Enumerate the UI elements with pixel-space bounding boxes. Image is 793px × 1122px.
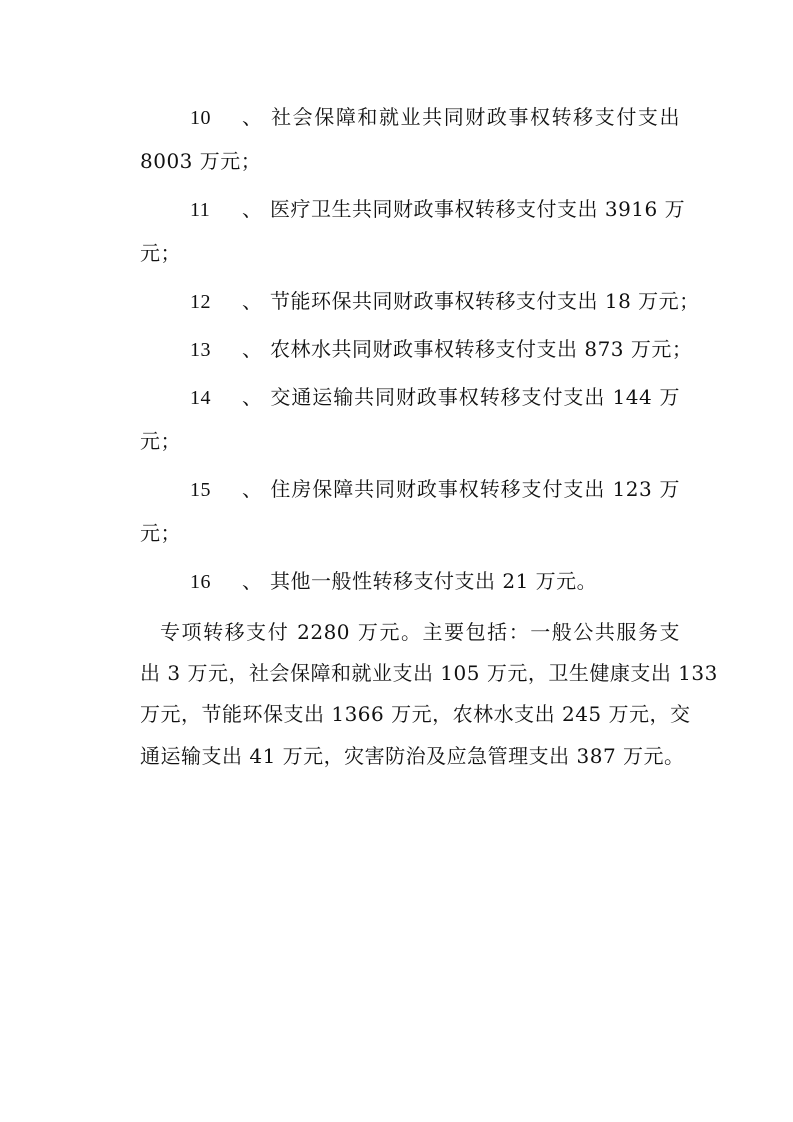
item-number: 10 — [190, 107, 211, 129]
special-transfer-line-4: 通运输支出 41 万元，灾害防治及应急管理支出 387 万元。 — [140, 744, 685, 768]
list-item-10-continuation: 8003 万元； — [140, 149, 262, 173]
item-text: 节能环保共同财政事权转移支付支出 18 万元； — [270, 289, 700, 313]
item-separator: 、 — [242, 337, 263, 361]
item-text: 住房保障共同财政事权转移支付支出 123 万 — [270, 477, 680, 501]
list-item-16 — [190, 564, 680, 598]
special-transfer-line-2: 出 3 万元，社会保障和就业支出 105 万元，卫生健康支出 133 — [140, 661, 718, 685]
item-number: 16 — [190, 571, 211, 593]
special-transfer-line-3: 万元，节能环保支出 1366 万元，农林水支出 245 万元，交 — [140, 702, 691, 726]
item-text: 医疗卫生共同财政事权转移支付支出 3916 万 — [270, 197, 686, 221]
item-separator: 、 — [242, 105, 263, 129]
list-item-15-continuation: 元； — [140, 521, 181, 545]
item-separator: 、 — [242, 477, 263, 501]
item-number: 11 — [190, 199, 211, 221]
item-text: 社会保障和就业共同财政事权转移支付支出 — [270, 105, 680, 129]
list-item-11-continuation: 元； — [140, 241, 181, 265]
list-item-13 — [190, 332, 693, 366]
list-item-12 — [190, 284, 700, 318]
list-item-14-continuation: 元； — [140, 429, 181, 453]
item-separator: 、 — [242, 289, 263, 313]
list-item-11 — [190, 192, 686, 226]
list-item-15 — [190, 472, 680, 506]
item-text: 其他一般性转移支付支出 21 万元。 — [270, 569, 598, 593]
item-separator: 、 — [242, 197, 263, 221]
item-text: 农林水共同财政事权转移支付支出 873 万元； — [270, 337, 693, 361]
item-number: 14 — [190, 387, 211, 409]
item-separator: 、 — [242, 569, 263, 593]
item-number: 13 — [190, 339, 211, 361]
item-number: 15 — [190, 479, 211, 501]
item-separator: 、 — [242, 385, 263, 409]
item-number: 12 — [190, 291, 211, 313]
special-transfer-line-1: 专项转移支付 2280 万元。主要包括：一般公共服务支 — [160, 620, 680, 644]
list-item-14 — [190, 380, 680, 414]
item-text: 交通运输共同财政事权转移支付支出 144 万 — [270, 385, 680, 409]
list-item-10 — [190, 100, 680, 134]
